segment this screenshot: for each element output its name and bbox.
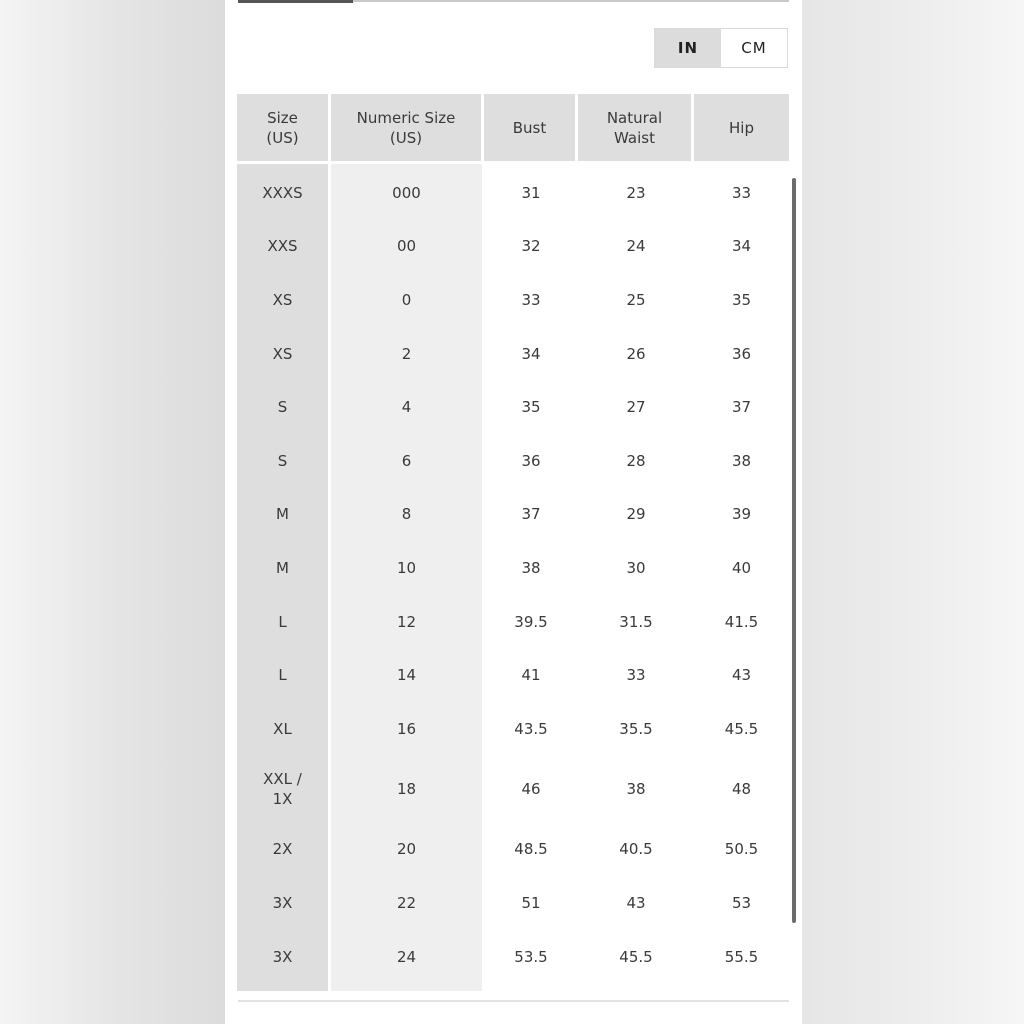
hip-cell: 43 [731,666,752,685]
header-label-line: Bust [512,118,547,137]
numeric-size-cell: 14 [331,648,484,702]
header-label-line: Numeric Size [356,108,456,127]
natural-waist-cell: 25 [626,290,646,309]
table-row [237,648,789,702]
numeric-size-cell: 000 [331,164,484,220]
table-row [237,220,789,274]
size-chart-panel [225,0,802,1024]
header-label-line: Size [267,108,298,127]
active-tab-indicator [238,0,353,3]
bust-cell: 36 [521,451,541,470]
size-label-line: XXS [267,237,298,256]
natural-waist-cell: 40.5 [619,840,653,859]
header-label-line: Hip [729,118,754,137]
hip-cell: 53 [731,893,752,912]
size-cell [237,164,331,220]
size-cell [237,930,331,992]
numeric-size-cell: 0 [331,273,484,327]
size-label-line: L [278,666,287,685]
bust-cell: 48.5 [514,840,548,859]
numeric-size-cell: 4 [331,380,484,434]
size-label-line: XL [273,719,292,738]
natural-waist-cell: 23 [626,183,646,202]
header-label-line: (US) [266,128,299,147]
hip-cell: 33 [731,183,752,202]
bust-cell: 38 [521,558,541,577]
table-row [237,930,789,992]
size-table [237,94,789,991]
hip-cell: 35 [731,290,752,309]
size-cell [237,541,331,595]
table-row [237,823,789,877]
header-label-line: Natural [606,108,663,127]
hip-cell: 37 [731,398,752,417]
numeric-size-cell: 24 [331,930,484,992]
hip-cell: 39 [731,505,752,524]
size-cell [237,488,331,542]
unit-option-in[interactable]: IN [655,29,721,67]
header-label-line: (US) [389,128,423,147]
hip-cell: 36 [731,344,752,363]
bust-cell: 53.5 [514,947,548,966]
table-row [237,488,789,542]
table-row [237,876,789,930]
numeric-size-cell: 12 [331,595,484,649]
table-row [237,434,789,488]
size-cell [237,327,331,381]
numeric-size-cell: 20 [331,823,484,877]
natural-waist-cell: 29 [626,505,646,524]
table-row [237,595,789,649]
numeric-size-cell: 8 [331,488,484,542]
header-label-line: Waist [614,128,655,147]
table-row [237,327,789,381]
natural-waist-cell: 38 [626,780,646,799]
size-label-line: M [276,505,289,524]
header-size-us [237,94,331,164]
table-row [237,164,789,220]
bust-cell: 35 [521,398,541,417]
size-cell [237,380,331,434]
numeric-size-cell: 22 [331,876,484,930]
header-natural-waist [578,94,694,164]
header-numeric-size-us [331,94,484,164]
bust-cell: 43.5 [514,719,548,738]
bust-cell: 32 [521,237,541,256]
bust-cell: 34 [521,344,541,363]
natural-waist-cell: 28 [626,451,646,470]
blurred-background-left [0,0,225,1024]
numeric-size-cell: 16 [331,702,484,756]
table-row [237,702,789,756]
bust-cell: 46 [521,780,541,799]
natural-waist-cell: 35.5 [619,719,653,738]
natural-waist-cell: 26 [626,344,646,363]
bottom-divider [238,1000,789,1002]
bust-cell: 39.5 [514,612,548,631]
size-cell [237,595,331,649]
size-cell [237,648,331,702]
table-header-row [237,94,789,164]
size-cell [237,756,331,823]
header-bust [484,94,578,164]
bust-cell: 33 [521,290,541,309]
size-label-line: 2X [272,840,293,859]
size-table-container [237,94,789,991]
hip-cell: 38 [731,451,752,470]
size-label-line: XXXS [262,183,303,202]
size-label-line: 3X [272,947,293,966]
unit-toggle [654,28,788,68]
size-label-line: XXL / [263,770,302,789]
natural-waist-cell: 45.5 [619,947,653,966]
natural-waist-cell: 27 [626,398,646,417]
natural-waist-cell: 33 [626,666,646,685]
hip-cell: 34 [731,237,752,256]
natural-waist-cell: 30 [626,558,646,577]
table-row [237,380,789,434]
size-label-line: 3X [272,893,293,912]
size-cell [237,434,331,488]
hip-cell: 48 [731,780,752,799]
hip-cell: 45.5 [724,719,759,738]
natural-waist-cell: 24 [626,237,646,256]
numeric-size-cell: 10 [331,541,484,595]
hip-cell: 55.5 [724,947,759,966]
size-label-line: 1X [272,790,293,809]
bust-cell: 51 [521,893,541,912]
hip-cell: 40 [731,558,752,577]
size-label-line: M [276,558,289,577]
hip-cell: 50.5 [724,840,759,859]
scrollbar[interactable] [792,178,796,923]
table-row [237,273,789,327]
bust-cell: 41 [521,666,541,685]
size-label-line: XS [272,344,293,363]
numeric-size-cell: 00 [331,220,484,274]
numeric-size-cell: 18 [331,756,484,823]
header-hip [694,94,789,164]
size-cell [237,876,331,930]
size-label-line: S [277,451,288,470]
table-row [237,541,789,595]
size-cell [237,273,331,327]
size-cell [237,220,331,274]
natural-waist-cell: 31.5 [619,612,653,631]
bust-cell: 37 [521,505,541,524]
numeric-size-cell: 6 [331,434,484,488]
bust-cell: 31 [521,183,541,202]
natural-waist-cell: 43 [626,893,646,912]
size-cell [237,702,331,756]
size-label-line: S [277,398,288,417]
blurred-background-right [802,0,1024,1024]
hip-cell: 41.5 [724,612,759,631]
size-cell [237,823,331,877]
table-row [237,756,789,823]
size-label-line: L [278,612,287,631]
unit-option-cm[interactable]: CM [741,39,767,57]
table-body [237,164,789,991]
size-label-line: XS [272,290,293,309]
numeric-size-cell: 2 [331,327,484,381]
